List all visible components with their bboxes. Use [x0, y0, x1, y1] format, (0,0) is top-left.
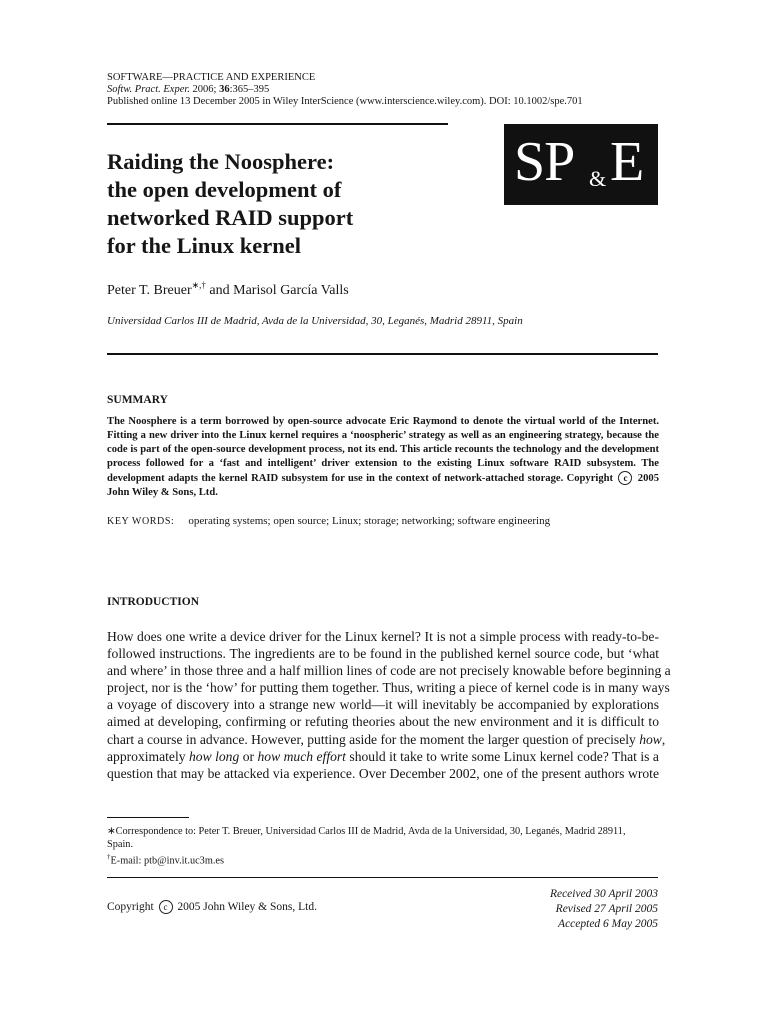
intro-line: How does one write a device driver for the Linux kernel? It is not a simple process with ready-to-be- [107, 629, 659, 644]
summary-body: The Noosphere is a term borrowed by open-source advocate Eric Raymond to denote the virtual world of the Internet. Fitting a new driver into the Linux kernel requires a ‘noospheric’ strategy as well as an engineering strategy, because the code is part of the open-source development process, not its end. This article recounts the technology and the development process followed for a ‘fast and intelligent’ driver extension to the existing Linux software RAID subsystem. The development adapts the kernel RAID subsystem for use in the context of network-attached storage. Copyright [107, 416, 659, 484]
citation-pages: :365–395 [229, 84, 270, 95]
logo-sp: SP [514, 131, 575, 193]
title-line: Raiding the Noosphere: [107, 149, 335, 174]
author-1: Peter T. Breuer [107, 283, 192, 298]
intro-line-8-mid: or [242, 748, 255, 764]
title-block-rule [107, 353, 658, 355]
citation-year: 2006; [192, 84, 217, 95]
intro-line-8-start: approximately [107, 748, 186, 764]
citation-journal-abbrev: Softw. Pract. Exper. [107, 84, 190, 95]
author-conjunction: and [205, 283, 234, 298]
footnote-correspondence [107, 825, 659, 867]
summary-heading: SUMMARY [107, 394, 168, 406]
logo-e: E [610, 131, 645, 193]
author-1-marks: ∗,† [191, 280, 206, 290]
summary-copyright-holder: 2005 John Wiley & Sons, Ltd. [107, 472, 659, 498]
author-2: Marisol García Valls [233, 283, 349, 298]
publication-line: Published online 13 December 2005 in Wiley InterScience (www.interscience.wiley.com). DOI: 10.1002/spe.701 [107, 96, 583, 107]
introduction-text [107, 628, 671, 782]
copyright-symbol: c [618, 471, 632, 485]
title-line: networked RAID support [107, 205, 354, 230]
history-dates [550, 887, 658, 933]
title-line: the open development of [107, 177, 342, 202]
intro-line: project, nor is the ‘how’ for putting them together. Thus, writing a piece of kernel code is in many ways [107, 680, 670, 696]
footnote-rule [107, 817, 189, 818]
footnote-correspondence-line: ∗Correspondence to: Peter T. Breuer, Universidad Carlos III de Madrid, Avda de la Universidad, 30, Leganés, Madrid 28911, [107, 826, 626, 837]
accepted-date: Accepted 6 May 2005 [558, 918, 658, 931]
footnote-email-mark: † [107, 853, 111, 861]
intro-line: and where’ in those three and a half million lines of code are not precisely knowable before beginning a [107, 663, 671, 679]
keywords [107, 515, 550, 527]
intro-line [107, 748, 659, 765]
intro-emphasis: how long [188, 748, 240, 764]
affiliation: Universidad Carlos III de Madrid, Avda de la Universidad, 30, Leganés, Madrid 28911, Spain [107, 315, 523, 327]
intro-emphasis: how much effort [257, 748, 346, 764]
introduction-heading: INTRODUCTION [107, 596, 200, 608]
keywords-label: KEY WORDS: [107, 516, 175, 527]
citation-line [107, 84, 269, 96]
intro-line: followed instructions. The ingredients are to be found in the published kernel source code, but ‘what [107, 646, 659, 662]
spe-logo [504, 124, 658, 205]
intro-line [107, 731, 666, 748]
intro-line: question that may be attacked via experience. Over December 2002, one of the present authors wrote [107, 765, 659, 781]
footnote-email-text: E-mail: ptb@inv.it.uc3m.es [110, 855, 224, 867]
intro-line-7-text: chart a course in advance. However, putting aside for the moment the larger question of precisely [107, 731, 636, 747]
author-line [107, 276, 349, 300]
intro-emphasis: how [639, 731, 662, 747]
title-line: for the Linux kernel [107, 233, 301, 258]
copyright-line [107, 900, 317, 914]
summary-text [107, 415, 659, 499]
received-date: Received 30 April 2003 [549, 888, 658, 900]
intro-line-8-end: should it take to write some Linux kernel code? That is a [349, 748, 659, 764]
intro-punct: , [661, 731, 666, 747]
footnote-correspondence-cont: Spain. [107, 839, 134, 850]
copyright-holder: 2005 John Wiley & Sons, Ltd. [177, 901, 317, 913]
citation-volume: 36 [219, 84, 230, 95]
header-rule [107, 123, 448, 125]
journal-name: SOFTWARE—PRACTICE AND EXPERIENCE [107, 72, 316, 83]
intro-line: aimed at developing, confirming or refuting theories about the new environment and it is difficult to [107, 714, 659, 730]
intro-line: a voyage of discovery into a strange new world—it will inevitably be accompanied by explorations [107, 697, 659, 713]
copyright-prefix: Copyright [107, 901, 154, 913]
keywords-text: operating systems; open source; Linux; storage; networking; software engineering [188, 515, 551, 527]
footnote-email [107, 851, 659, 867]
logo-ampersand: & [589, 166, 607, 191]
revised-date: Revised 27 April 2005 [555, 903, 658, 916]
footer-rule [107, 877, 658, 878]
article-title [107, 148, 467, 260]
copyright-symbol: c [159, 900, 173, 914]
